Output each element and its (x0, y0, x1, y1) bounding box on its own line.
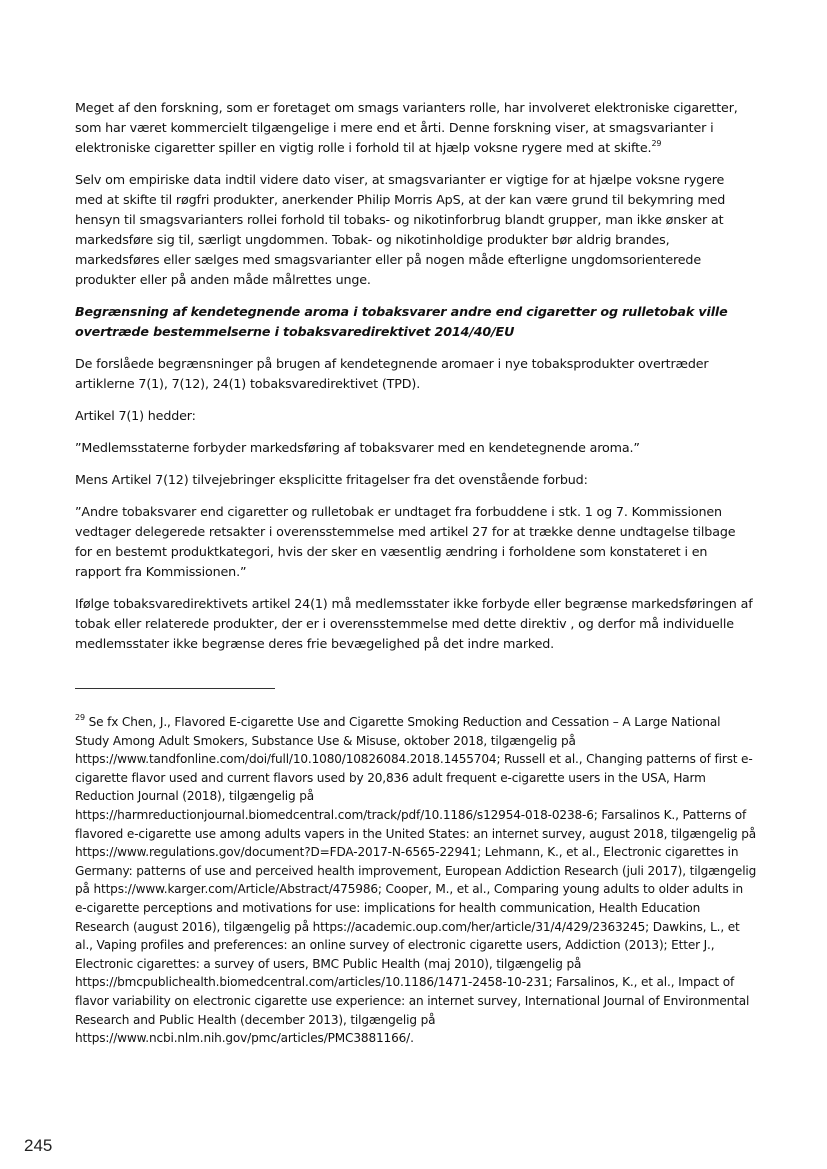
paragraph-article-7-12-intro: Mens Artikel 7(12) tilvejebringer eksplicitte fritagelser fra det ovenstående forbud: (75, 472, 588, 487)
document-body (75, 98, 755, 654)
footnote-separator (75, 688, 275, 689)
page-number: 245 (24, 1136, 53, 1155)
paragraph-article-24-1: Ifølge tobaksvaredirektivets artikel 24(1) må medlemsstater ikke forbyde eller begrænse markedsføringen af tobak eller relaterede produkter, der er i overensstemmelse med dette direktiv , og derfor må individuelle medlemsstater ikke begrænse deres frie bevægelighed på det indre marked. (75, 596, 753, 651)
section-heading: Begrænsning af kendetegnende aroma i tobaksvarer andre end cigaretter og rulletobak ville overtræde bestemmelserne i tobaksvaredirektivet 2014/40/EU (75, 304, 728, 339)
paragraph-restrictions: De forslåede begrænsninger på brugen af kendetegnende aromaer i nye tobaksprodukter overtræder artiklerne 7(1), 7(12), 24(1) tobaksvaredirektivet (TPD). (75, 356, 709, 391)
paragraph-article-7-1-intro: Artikel 7(1) hedder: (75, 408, 196, 423)
footnote (75, 713, 757, 1048)
quote-article-7-1: ”Medlemsstaterne forbyder markedsføring af tobaksvarer med en kendetegnende aroma.” (75, 440, 640, 455)
footnote-reference[interactable]: 29 (651, 138, 662, 148)
footnote-text: Se fx Chen, J., Flavored E-cigarette Use and Cigarette Smoking Reduction and Cessation – A Large National Study Among Adult Smokers, Substance Use & Misuse, oktober 2018, tilgængelig på https://www.tandfonline.com/doi/full/10.1080/10826084.2018.1455704; Russell et al., Changing patterns of first e-cigarette flavor used and current flavors used by 20,836 adult frequent e-cigarette users in the USA, Harm Reduction Journal (2018), tilgængelig på https://harmreductionjournal.biomedcentral.com/track/pdf/10.1186/s12954-018-0238-6; Farsalinos K., Patterns of flavored e-cigarette use among adults vapers in the United States: an internet survey, august 2018, tilgængelig på https://www.regulations.gov/document?D=FDA-2017-N-6565-22941; Lehmann, K., et al., Electronic cigarettes in Germany: patterns of use and perceived health improvement, European Addiction Research (juli 2017), tilgængelig på https://www.karger.com/Article/Abstract/475986; Cooper, M., et al., Comparing young adults to older adults in e-cigarette perceptions and motivations for use: implications for health communication, Health Education Research (august 2016), tilgængelig på https://academic.oup.com/her/article/31/4/429/2363245; Dawkins, L., et al., Vaping profiles and preferences: an online survey of electronic cigarette users, Addiction (2013); Etter J., Electronic cigarettes: a survey of users, BMC Public Health (maj 2010), tilgængelig på https://bmcpublichealth.biomedcentral.com/articles/10.1186/1471-2458-10-231; Farsalinos, K., et al., Impact of flavor variability on electronic cigarette use experience: an internet survey, International Journal of Environmental Research and Public Health (december 2013), tilgængelig på https://www.ncbi.nlm.nih.gov/pmc/articles/PMC3881166/. (75, 715, 757, 1046)
footnote-number: 29 (75, 712, 85, 722)
paragraph-text: Meget af den forskning, som er foretaget om smags varianters rolle, har involveret elektroniske cigaretter, som har været kommercielt tilgængelige i mere end et årti. Denne forskning viser, at smagsvarianter i elektroniske cigaretter spiller en vigtig rolle i forhold til at hjælp voksne rygere med at skifte. (75, 100, 738, 155)
footnote-text-block (75, 713, 757, 1048)
paragraph-empirical-data: Selv om empiriske data indtil videre dato viser, at smagsvarianter er vigtige for at hjælpe voksne rygere med at skifte til røgfri produkter, anerkender Philip Morris ApS, at der kan være grund til bekymring med hensyn til smagsvarianters rollei forhold til tobaks- og nikotinforbrug blandt grupper, man ikke ønsker at markedsføre sig til, særligt ungdommen. Tobak- og nikotinholdige produkter bør aldrig brandes, markedsføres eller sælges med smagsvarianter eller på nogen måde efterligne ungdomsorienterede produkter eller på anden måde målrettes unge. (75, 172, 726, 287)
paragraph-flavor-research (75, 98, 755, 158)
quote-article-7-12: ”Andre tobaksvarer end cigaretter og rulletobak er undtaget fra forbuddene i stk. 1 og 7. Kommissionen vedtager delegerede retsakter i overensstemmelse med artikel 27 for at trække denne undtagelse tilbage for en bestemt produktkategori, hvis der sker en væsentlig ændring i forholdene som konstateret i en rapport fra Kommissionen.” (75, 504, 736, 579)
